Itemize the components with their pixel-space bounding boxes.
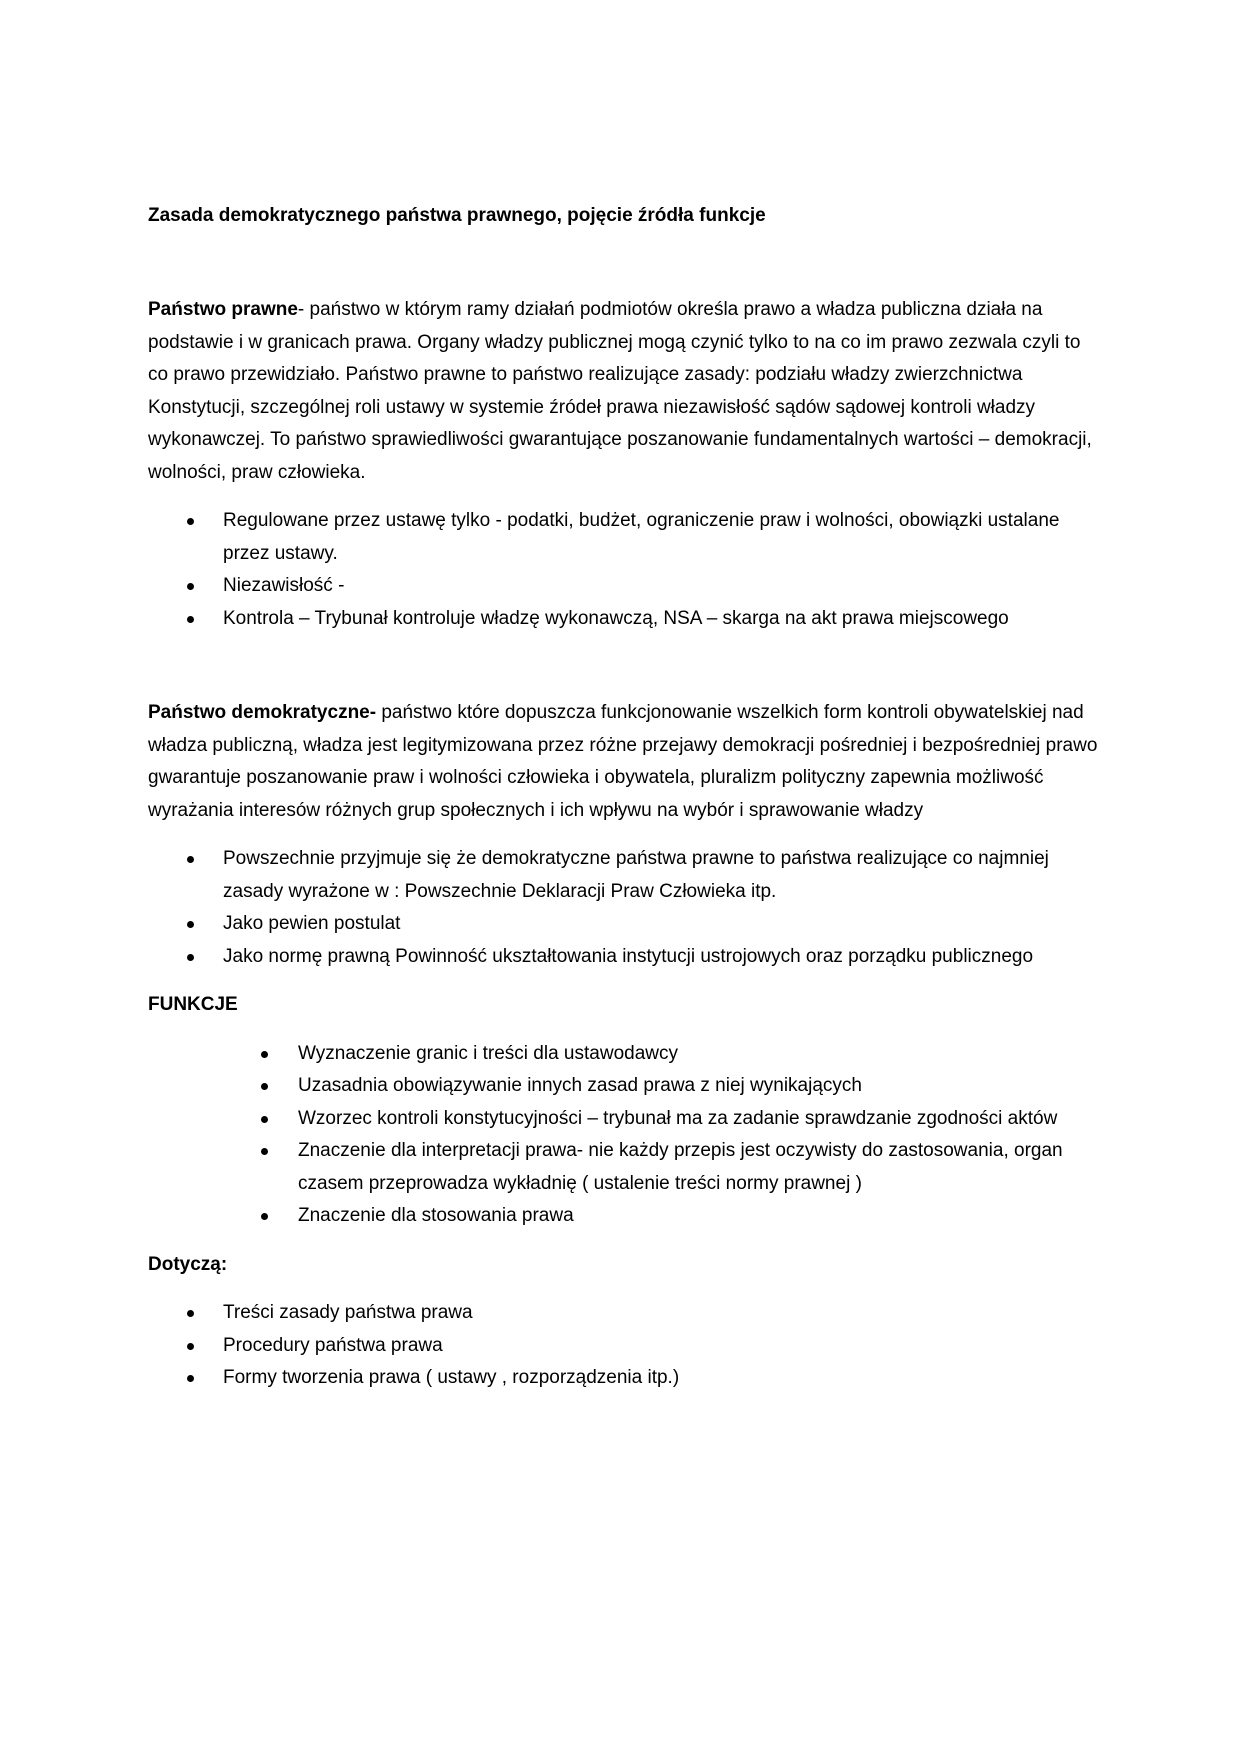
spacer	[148, 973, 1098, 989]
document-page	[148, 200, 1098, 1395]
list-item	[148, 1330, 1098, 1363]
democratic-state-bullet-list	[148, 843, 1098, 973]
paragraph-rule-of-law	[148, 294, 1098, 489]
list-item	[148, 1070, 1098, 1103]
rule-of-law-bullet-list	[148, 505, 1098, 635]
list-item-text: Uzasadnia obowiązywanie innych zasad prawa z niej wynikających	[298, 1075, 862, 1096]
bullet-icon	[261, 1083, 268, 1090]
spacer	[148, 1281, 1098, 1297]
bullet-icon	[187, 1375, 194, 1382]
list-item	[148, 843, 1098, 908]
term-democratic-state: Państwo demokratyczne-	[148, 702, 377, 723]
list-item-text: Niezawisłość -	[223, 575, 345, 596]
list-item-text: Regulowane przez ustawę tylko - podatki, budżet, ograniczenie praw i wolności, obowiązki ustalane przez ustawy.	[223, 510, 1060, 564]
list-item	[148, 1200, 1098, 1233]
bullet-icon	[187, 616, 194, 623]
concerns-bullet-list	[148, 1297, 1098, 1395]
list-item-text: Kontrola – Trybunał kontroluje władzę wykonawczą, NSA – skarga na akt prawa miejscowego	[223, 607, 1009, 629]
list-item-text: Formy tworzenia prawa ( ustawy , rozporządzenia itp.)	[223, 1367, 680, 1388]
paragraph-democratic-state	[148, 697, 1098, 827]
list-item	[148, 1297, 1098, 1330]
bullet-icon	[261, 1148, 268, 1155]
list-item	[148, 941, 1098, 974]
list-item	[148, 1103, 1098, 1136]
spacer	[148, 1022, 1098, 1038]
bullet-icon	[187, 954, 194, 961]
bullet-icon	[187, 1310, 194, 1317]
definition-rule-of-law: - państwo w którym ramy działań podmiotów określa prawo a władza publiczna działa na podstawie i w granicach prawa. Organy władzy publicznej mogą czynić tylko to na co im prawo zezwala czyli to co prawo przewidziało. Państwo prawne to państwo realizujące zasady: podziału władzy zwierzchnictwa Konstytucji, szczególnej roli ustawy w systemie źródeł prawa niezawisłość sądów sądowej kontroli władzy wykonawczej. To państwo sprawiedliwości gwarantujące poszanowanie fundamentalnych wartości – demokracji, wolności, praw człowieka.	[148, 299, 1092, 483]
list-item-text: Treści zasady państwa prawa	[223, 1302, 473, 1323]
bullet-icon	[187, 518, 194, 525]
spacer	[148, 827, 1098, 843]
bullet-icon	[261, 1116, 268, 1123]
term-rule-of-law: Państwo prawne	[148, 299, 298, 320]
bullet-icon	[187, 1343, 194, 1350]
list-item	[148, 1038, 1098, 1071]
definition-democratic-state: państwo które dopuszcza funkcjonowanie wszelkich form kontroli obywatelskiej nad władza publiczną, władza jest legitymizowana przez różne przejawy demokracji pośredniej i bezpośredniej prawo gwarantuje poszanowanie praw i wolności człowieka i obywatela, pluralizm polityczny zapewnia możliwość wyrażania interesów różnych grup społecznych i ich wpływu na wybór i sprawowanie władzy	[148, 702, 1098, 821]
list-item-text: Jako pewien postulat	[223, 913, 401, 934]
functions-heading: FUNKCJE	[148, 994, 238, 1015]
list-item	[148, 908, 1098, 941]
list-item-text: Powszechnie przyjmuje się że demokratyczne państwa prawne to państwa realizujące co najmniej zasady wyrażone w : Powszechnie Deklaracji Praw Człowieka itp.	[223, 848, 1049, 902]
list-item-text: Znaczenie dla interpretacji prawa- nie każdy przepis jest oczywisty do zastosowania, organ czasem przeprowadza wykładnię ( ustalenie treści normy prawnej )	[298, 1140, 1063, 1194]
spacer	[148, 232, 1098, 294]
bullet-icon	[261, 1051, 268, 1058]
list-item	[148, 505, 1098, 570]
functions-bullet-list	[148, 1038, 1098, 1233]
list-item	[148, 1362, 1098, 1395]
spacer	[148, 635, 1098, 697]
list-item	[148, 570, 1098, 603]
bullet-icon	[187, 583, 194, 590]
document-title: Zasada demokratycznego państwa prawnego, pojęcie źródła funkcje	[148, 205, 766, 226]
list-item-text: Procedury państwa prawa	[223, 1334, 443, 1356]
bullet-icon	[187, 921, 194, 928]
concerns-heading: Dotyczą:	[148, 1253, 228, 1275]
list-item-text: Wzorzec kontroli konstytucyjności – trybunał ma za zadanie sprawdzanie zgodności aktów	[298, 1107, 1058, 1129]
list-item-text: Wyznaczenie granic i treści dla ustawodawcy	[298, 1042, 678, 1064]
list-item-text: Znaczenie dla stosowania prawa	[298, 1205, 574, 1226]
spacer	[148, 1233, 1098, 1249]
bullet-icon	[261, 1213, 268, 1220]
bullet-icon	[187, 856, 194, 863]
list-item-text: Jako normę prawną Powinność ukształtowania instytucji ustrojowych oraz porządku publicznego	[223, 945, 1034, 967]
list-item	[148, 603, 1098, 636]
spacer	[148, 489, 1098, 505]
list-item	[148, 1135, 1098, 1200]
